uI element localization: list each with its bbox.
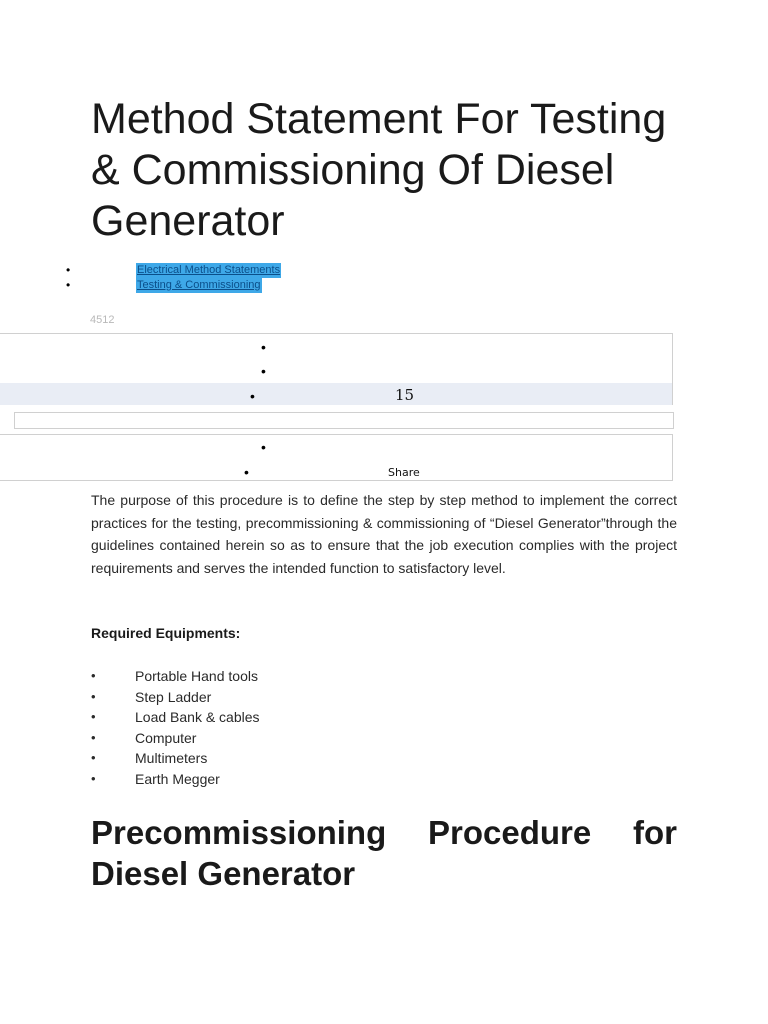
bullet-icon: • [250, 388, 255, 404]
section-heading: Precommissioning Procedure for Diesel Generator [91, 814, 677, 892]
bullet-icon: • [261, 363, 266, 379]
list-item [91, 687, 260, 708]
bullet-icon: • [91, 688, 96, 704]
category-link-electrical-method-statements[interactable]: Electrical Method Statements [137, 264, 281, 276]
list-item [91, 769, 260, 790]
embed-input-box[interactable] [14, 412, 674, 429]
intro-paragraph: The purpose of this procedure is to define the step by step method to implement the correct practices for the testing, precommissioning & commissioning of “Diesel Generator”through the guidelines contained herein so as to ensure that the job execution complies with the project requirements and serves the intended function to satisfactory level. [91, 492, 677, 576]
bullet-icon: • [91, 750, 96, 765]
list-item [91, 707, 260, 728]
list-item [91, 666, 260, 687]
category-link-testing-commissioning[interactable]: Testing & Commissioning [137, 279, 261, 291]
bullet-icon: • [91, 770, 96, 786]
rating-count: 15 [395, 386, 415, 404]
share-button[interactable]: Share [388, 466, 420, 479]
equipment-heading: Required Equipments: [91, 625, 241, 641]
social-actions-panel [0, 333, 673, 405]
equipment-item-label: Load Bank & cables [135, 709, 260, 725]
bullet-icon: • [66, 278, 71, 292]
equipment-item-label: Computer [135, 729, 197, 746]
bullet-icon: • [91, 668, 96, 683]
equipment-item-label: Portable Hand tools [135, 668, 258, 684]
rating-row[interactable] [0, 383, 672, 405]
equipment-item-label: Multimeters [135, 750, 208, 766]
equipment-list [91, 666, 260, 789]
bullet-icon: • [261, 339, 266, 355]
list-item [91, 748, 260, 769]
page-title: Method Statement For Testing & Commissioning Of Diesel Generator [91, 95, 667, 245]
share-panel [0, 434, 673, 481]
bullet-icon: • [261, 439, 266, 455]
list-item [91, 728, 260, 749]
bullet-icon: • [244, 464, 249, 480]
equipment-item-label: Earth Megger [135, 770, 220, 787]
equipment-item-label: Step Ladder [135, 688, 212, 705]
view-count: 4512 [90, 314, 115, 326]
bullet-icon: • [91, 709, 96, 724]
bullet-icon: • [91, 729, 96, 745]
bullet-icon: • [66, 263, 71, 277]
